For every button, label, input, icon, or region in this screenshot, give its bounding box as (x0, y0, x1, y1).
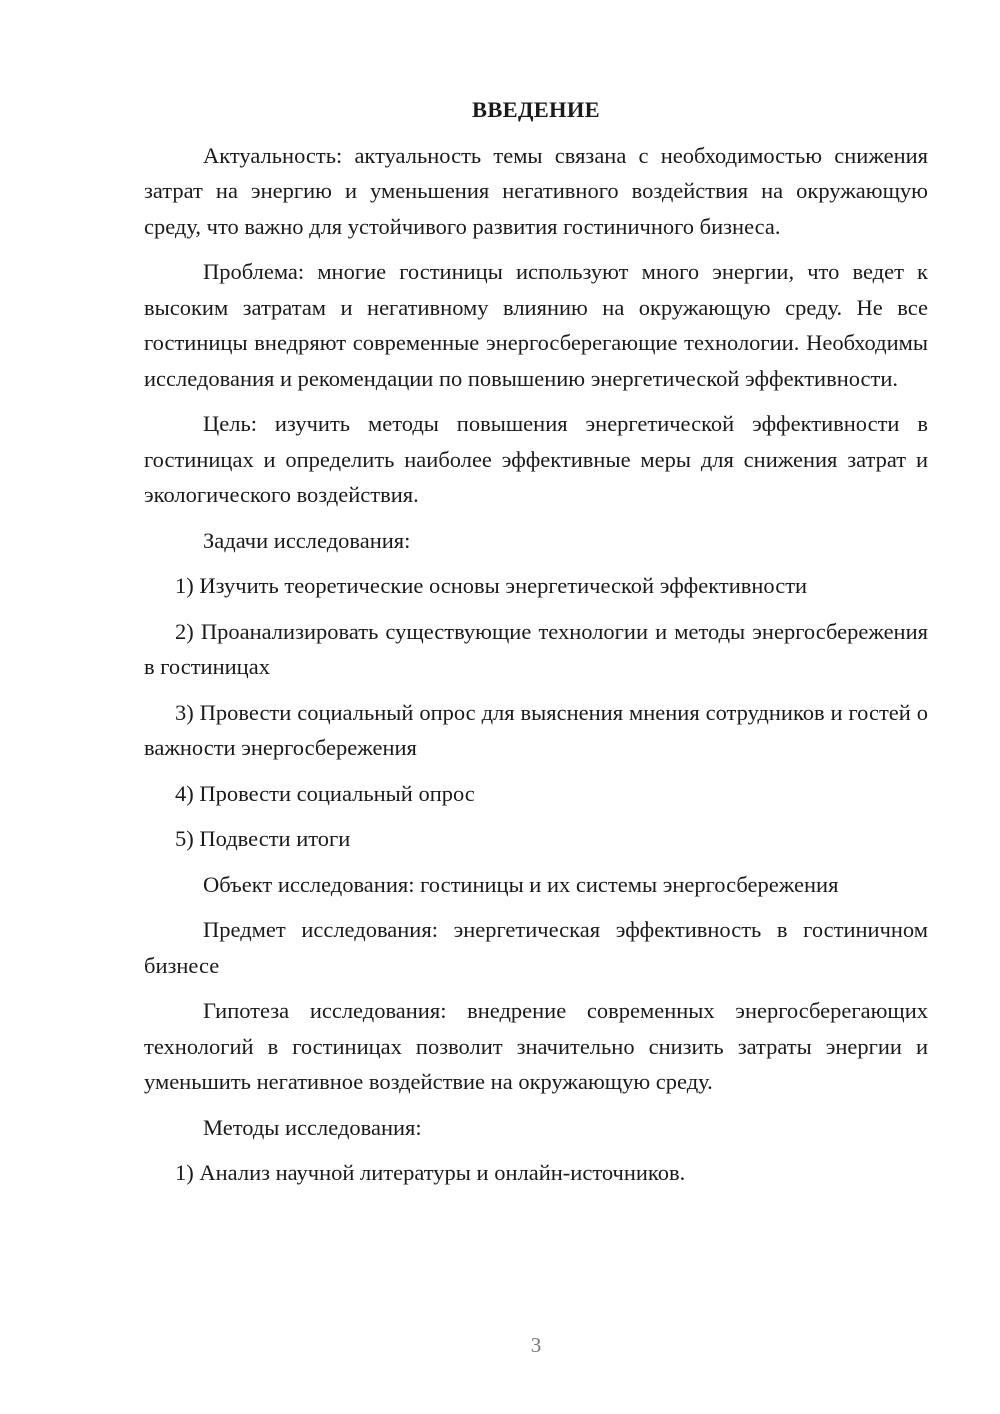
goal-paragraph: Цель: изучить методы повышения энергетической эффективности в гостиницах и определить наиболее эффективные меры для снижения затрат и экологического воздействия. (144, 411, 928, 507)
task-item: 2) Проанализировать существующие технологии и методы энергосбережения в гостиницах (144, 618, 928, 679)
hypothesis-paragraph: Гипотеза исследования: внедрение современных энергосберегающих технологий в гостиницах позволит значительно снизить затраты энергии и уменьшить негативное воздействие на окружающую среду. (144, 998, 928, 1094)
task-item: 1) Изучить теоретические основы энергетической эффективности (175, 573, 808, 598)
document-page (144, 92, 928, 1201)
task-item: 3) Провести социальный опрос для выяснения мнения сотрудников и гостей о важности энергосбережения (144, 699, 928, 760)
tasks-heading: Задачи исследования: (203, 527, 411, 553)
task-item: 5) Подвести итоги (175, 826, 351, 851)
relevance-paragraph: Актуальность: актуальность темы связана с необходимостью снижения затрат на энергию и уменьшения негативного воздействия на окружающую среду, что важно для устойчивого развития гостиничного бизнеса. (144, 142, 928, 239)
object-paragraph: Объект исследования: гостиницы и их системы энергосбережения (203, 871, 839, 897)
subject-paragraph: Предмет исследования: энергетическая эффективность в гостиничном бизнесе (144, 917, 928, 978)
page-number: 3 (530, 1333, 542, 1357)
page-title: ВВЕДЕНИЕ (472, 97, 600, 122)
problem-paragraph: Проблема: многие гостиницы используют много энергии, что ведет к высоким затратам и негативному влиянию на окружающую среду. Не все гостиницы внедряют современные энергосберегающие технологии. Необходимы исследования и рекомендации по повышению энергетической эффективности. (144, 259, 928, 391)
task-item: 4) Провести социальный опрос (175, 780, 475, 806)
method-item: 1) Анализ научной литературы и онлайн-источников. (175, 1160, 686, 1185)
methods-heading: Методы исследования: (203, 1114, 422, 1140)
